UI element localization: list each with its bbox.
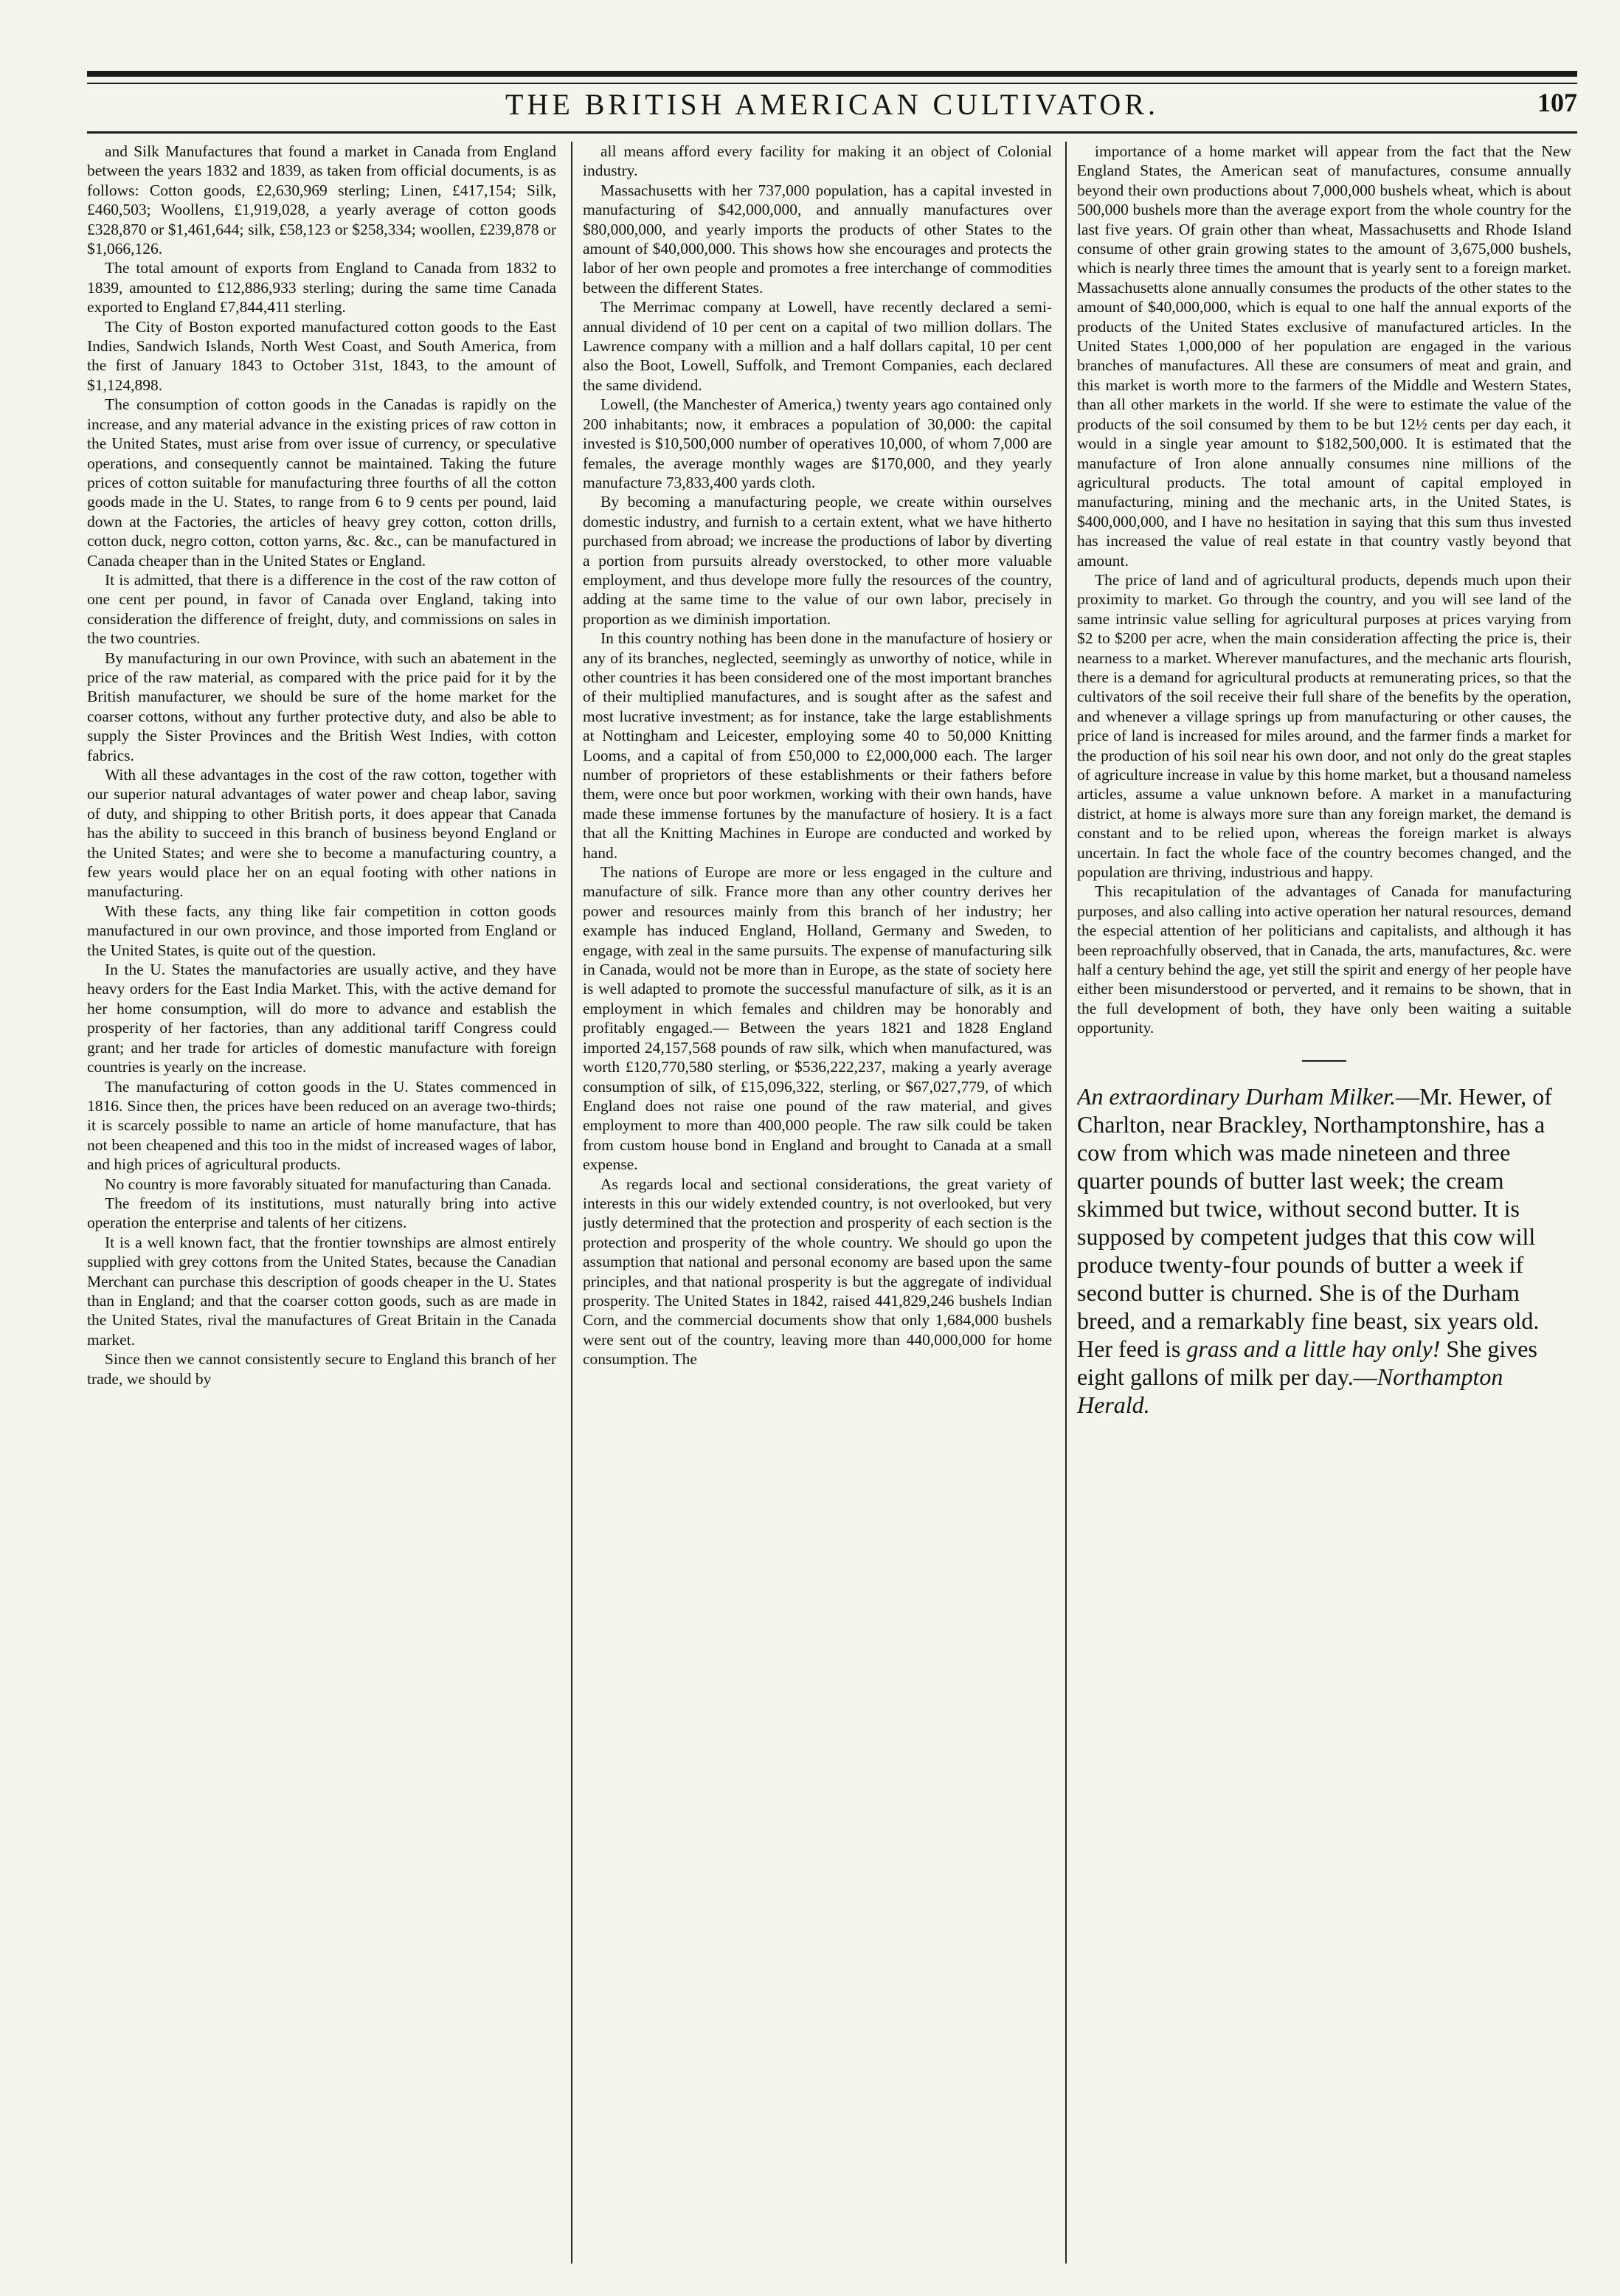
- paragraph: The manufacturing of cotton goods in the U. States commenced in 1816. Since then, the prices have been reduced on an average two-thirds; it is scarcely possible to name an article of home manufacture, that has not been cheapened and this too in the midst of increased wages of labor, and high prices of agricultural products.: [87, 1077, 556, 1174]
- note-text: —Mr. Hewer, of Charlton, near Brackley, Northamptonshire, has a cow from which was made nineteen and three quarter pounds of butter last week; the cream skimmed but twice, without second butter. It is supposed by competent judges that this cow will produce twenty-four pounds of butter a week if second butter is churned. She is of the Durham breed, and a remarkably fine beast, six years old. Her feed is: [1077, 1082, 1552, 1362]
- paragraph: The freedom of its institutions, must naturally bring into active operation the enterprise and talents of her citizens.: [87, 1194, 556, 1232]
- paragraph: Massachusetts with her 737,000 population, has a capital invested in manufacturing of $42,000,000, and annually manufactures over $80,000,000, and yearly imports the products of other States to the amount of $40,000,000. This shows how she encourages and protects the labor of her own people and promotes a free interchange of commodities between the different States.: [583, 181, 1052, 297]
- page-title: THE BRITISH AMERICAN CULTIVATOR.: [505, 88, 1159, 121]
- paragraph: It is admitted, that there is a difference in the cost of the raw cotton of one cent per pound, in favor of Canada over England, taking into consideration the difference of freight, duty, and commissions on sales in the two countries.: [87, 570, 556, 648]
- paragraph: It is a well known fact, that the frontier townships are almost entirely supplied with grey cottons from the United States, because the Canadian Merchant can purchase this description of goods cheaper in the U. States than in England; and that the coarser cotton goods, such as are made in the United States, rival the manufactures of Great Britain in the Canada market.: [87, 1233, 556, 1349]
- paragraph: Since then we cannot consistently secure to England this branch of her trade, we should by: [87, 1350, 556, 1388]
- header-rule-bottom: [87, 131, 1577, 134]
- page-number: 107: [1537, 88, 1577, 117]
- paragraph: importance of a home market will appear from the fact that the New England States, the American seat of manufactures, consume annually beyond their own productions about 7,000,000 bushels wheat, which is about 500,000 bushels more than the average export from the whole country for the last five years. Of grain other than wheat, Massachusetts and Rhode Island consume of other grain growing states to the amount of 3,675,000 bushels, which is nearly three times the amount that is yearly sent to a foreign market. Massachusetts alone annually consumes the products of the other states to the amount of $40,000,000, which is equal to one half the annual exports of the products of the United States exclusive of manufactured articles. In the United States 1,000,000 of her population are engaged in the various branches of manufactures. All these are consumers of meat and grain, and this market is worth more to the farmers of the Middle and Western States, than all other markets in the world. If she were to estimate the value of the products of the soil consumed by them to be but 12½ cents per day each, it would in a single year amount to $182,500,000. It is estimated that the manufacture of Iron alone annually consumes nine millions of the agricultural products. The total amount of capital employed in manufacturing, mining and the mechanic arts, in the United States, is $400,000,000, and I have no hesitation in saying that this sum thus invested has increased the value of real estate in that country vastly beyond that amount.: [1077, 142, 1571, 570]
- paragraph: The nations of Europe are more or less engaged in the culture and manufacture of silk. France more than any other country derives her power and resources mainly from this branch of her industry; her example has induced England, Holland, Germany and Sweden, to engage, with zeal in the same pursuits. The expense of manufacturing silk in Canada, would not be more than in Europe, as the state of society here is well adapted to promote the successful manufacture of silk, as it is an employment in which females and children may be honorably and profitably engaged.— Between the years 1821 and 1828 England imported 24,157,568 pounds of raw silk, which when manufactured, was worth £120,770,580 sterling, or $536,222,237, making a yearly average consumption of silk, of £15,096,322, sterling, or $67,027,779, of which England does not raise one pound of the raw material, and gives employment to more than 400,000 people. The raw silk could be taken from custom house bond in England and brought to Canada at a small expense.: [583, 863, 1052, 1174]
- column-2: [583, 142, 1052, 2266]
- paragraph: This recapitulation of the advantages of Canada for manufacturing purposes, and also calling into active operation her natural resources, demand the especial attention of her politicians and capitalists, and although it has been reproachfully observed, that in Canada, the arts, manufactures, &c. were half a century behind the age, yet still the spirit and energy of her people have either been misunderstood or perverted, and it remains to be shown, that in the full development of both, they have only been waiting a suitable opportunity.: [1077, 882, 1571, 1037]
- paragraph: As regards local and sectional considerations, the great variety of interests in this our widely extended country, is not overlooked, but very justly determined that the protection and prosperity of each section is the protection and prosperity of the whole country. We should go upon the assumption that national and personal economy are based upon the same principles, and that national prosperity is but the aggregate of individual prosperity. The United States in 1842, raised 441,829,246 bushels Indian Corn, and the commercial documents show that only 1,684,000 bushels were sent out of the country, leaving more than 440,000,000 for home consumption. The: [583, 1175, 1052, 1369]
- paragraph: and Silk Manufactures that found a market in Canada from England between the years 1832 and 1839, as taken from official documents, is as follows: Cotton goods, £2,630,969 sterling; Linen, £417,154; Silk, £460,503; Woollens, £1,919,028, a yearly average of cotton goods £328,870 or $1,461,644; silk, £58,123 or $258,334; woollen, £239,878 or $1,066,126.: [87, 142, 556, 258]
- paragraph: No country is more favorably situated for manufacturing than Canada.: [105, 1175, 552, 1193]
- section-divider: [1302, 1060, 1346, 1062]
- paragraph: The Merrimac company at Lowell, have recently declared a semi-annual dividend of 10 per cent on a capital of two million dollars. The Lawrence company with a million and a half dollars capital, 10 per cent also the Boot, Lowell, Suffolk, and Tremont Companies, each declared the same dividend.: [583, 298, 1052, 394]
- paragraph: The consumption of cotton goods in the Canadas is rapidly on the increase, and any material advance in the existing prices of raw cotton in the United States, must arise from over issue of currency, or speculative operations, and consequently cannot be maintained. Taking the future prices of cotton suitable for manufacturing three fourths of all the cotton goods made in the U. States, to range from 6 to 9 cents per pound, laid down at the Factories, the articles of heavy grey cotton, cotton drills, cotton duck, negro cotton, cotton yarns, &c. &c., can be manufactured in Canada cheaper than in the United States or England.: [87, 395, 556, 570]
- header-rule-thin: [87, 83, 1577, 84]
- paragraph: With these facts, any thing like fair competition in cotton goods manufactured in our own province, and those imported from England or the United States, is quite out of the question.: [87, 902, 556, 959]
- paragraph: With all these advantages in the cost of the raw cotton, together with our superior natural advantages of water power and cheap labor, saving of duty, and shipping to other British ports, it does appear that Canada has the ability to succeed in this branch of business beyond England or the United States; and were she to become a manufacturing country, a few years would place her on an equal footing with other nations in manufacturing.: [87, 766, 556, 901]
- paragraph: The price of land and of agricultural products, depends much upon their proximity to market. Go through the country, and you will see land of the same intrinsic value selling for agricultural purposes at prices varying from $2 to $200 per acre, when the main consideration affecting the price is, their nearness to a market. Wherever manufactures, and the mechanic arts flourish, there is a demand for agricultural products at remunerating prices, so that the cultivators of the soil receive their full share of the benefits by the operation, and whenever a village springs up from manufacturing or other causes, the price of land is increased for miles around, and the farmer finds a market for the production of his soil near his own door, and not only do the great staples of agriculture increase in value by this home market, but a thousand nameless articles, assume a value unknown before. A market in a manufacturing district, at home is always more sure than any foreign market, the demand is constant and to be relied upon, whereas the foreign market is always uncertain. In fact the whole face of the country becomes changed, and the population are thriving, industrious and happy.: [1077, 570, 1571, 882]
- paragraph: By manufacturing in our own Province, with such an abatement in the price of the raw material, as compared with the price paid for it by the British manufacturer, we should be sure of the home market for the coarser cottons, without any further protective duty, and also be able to supply the Sister Provinces and the British West Indies, with cotton fabrics.: [87, 649, 556, 764]
- paragraph: all means afford every facility for making it an object of Colonial industry.: [583, 142, 1052, 180]
- paragraph: The City of Boston exported manufactured cotton goods to the East Indies, Sandwich Islands, North West Coast, and South America, from the first of January 1843 to October 31st, 1843, to the amount of $1,124,898.: [87, 317, 556, 394]
- column-3: [1077, 142, 1571, 2266]
- column-divider: [571, 142, 572, 2264]
- note-emphasis: grass and a little hay only!: [1186, 1335, 1441, 1362]
- paragraph: The total amount of exports from England to Canada from 1832 to 1839, amounted to £12,886,933 sterling; during the same time Canada exported to England £7,844,411 sterling.: [87, 259, 556, 317]
- note-source: Northampton Herald.: [1077, 1363, 1503, 1418]
- note-paragraph: [1077, 1082, 1571, 1419]
- column-divider: [1065, 142, 1067, 2264]
- column-1: [87, 142, 556, 2266]
- durham-milker-note: [1077, 1082, 1571, 1419]
- note-title: An extraordinary Durham Milker.: [1077, 1082, 1396, 1110]
- paragraph: By becoming a manufacturing people, we create within ourselves domestic industry, and furnish to a certain extent, what we have hitherto purchased from abroad; we increase the productions of labor by diverting a portion from pursuits already overstocked, to other more valuable employment, and thus develope more fully the resources of the country, adding at the same time to the value of our own labor, precisely in proportion as we diminish importation.: [583, 493, 1052, 628]
- paragraph: In this country nothing has been done in the manufacture of hosiery or any of its branches, neglected, seemingly as unworthy of notice, while in other countries it has been considered one of the most important branches of their multiplied manufactures, and is sought after as the safest and most lucrative investment; as for instance, take the large establishments at Nottingham and Leicester, employing some 40 to 50,000 Knitting Looms, and a capital of from £50,000 to £2,000,000 each. The larger number of proprietors of these establishments or their fathers before them, were once but poor workmen, working with their own hands, have made these immense fortunes by the manufacture of hosiery. It is a fact that all the Knitting Machines in Europe are conducted and worked by hand.: [583, 629, 1052, 862]
- note-text-after: She gives eight gallons of milk per day.—: [1077, 1335, 1537, 1390]
- paragraph: Lowell, (the Manchester of America,) twenty years ago contained only 200 inhabitants; now, it embraces a population of 30,000: the capital invested is $10,500,000 number of operatives 10,000, of whom 7,000 are females, the average monthly wages are $170,000, and they yearly manufacture 73,833,400 yards cloth.: [583, 395, 1052, 491]
- header-rule-thick: [87, 71, 1577, 77]
- paragraph: In the U. States the manufactories are usually active, and they have heavy orders for the East India Market. This, with the active demand for her home consumption, will do more to advance and establish the prosperity of her factories, than any additional tariff Congress could grant; and her trade for articles of domestic manufacture with foreign countries is yearly on the increase.: [87, 961, 556, 1076]
